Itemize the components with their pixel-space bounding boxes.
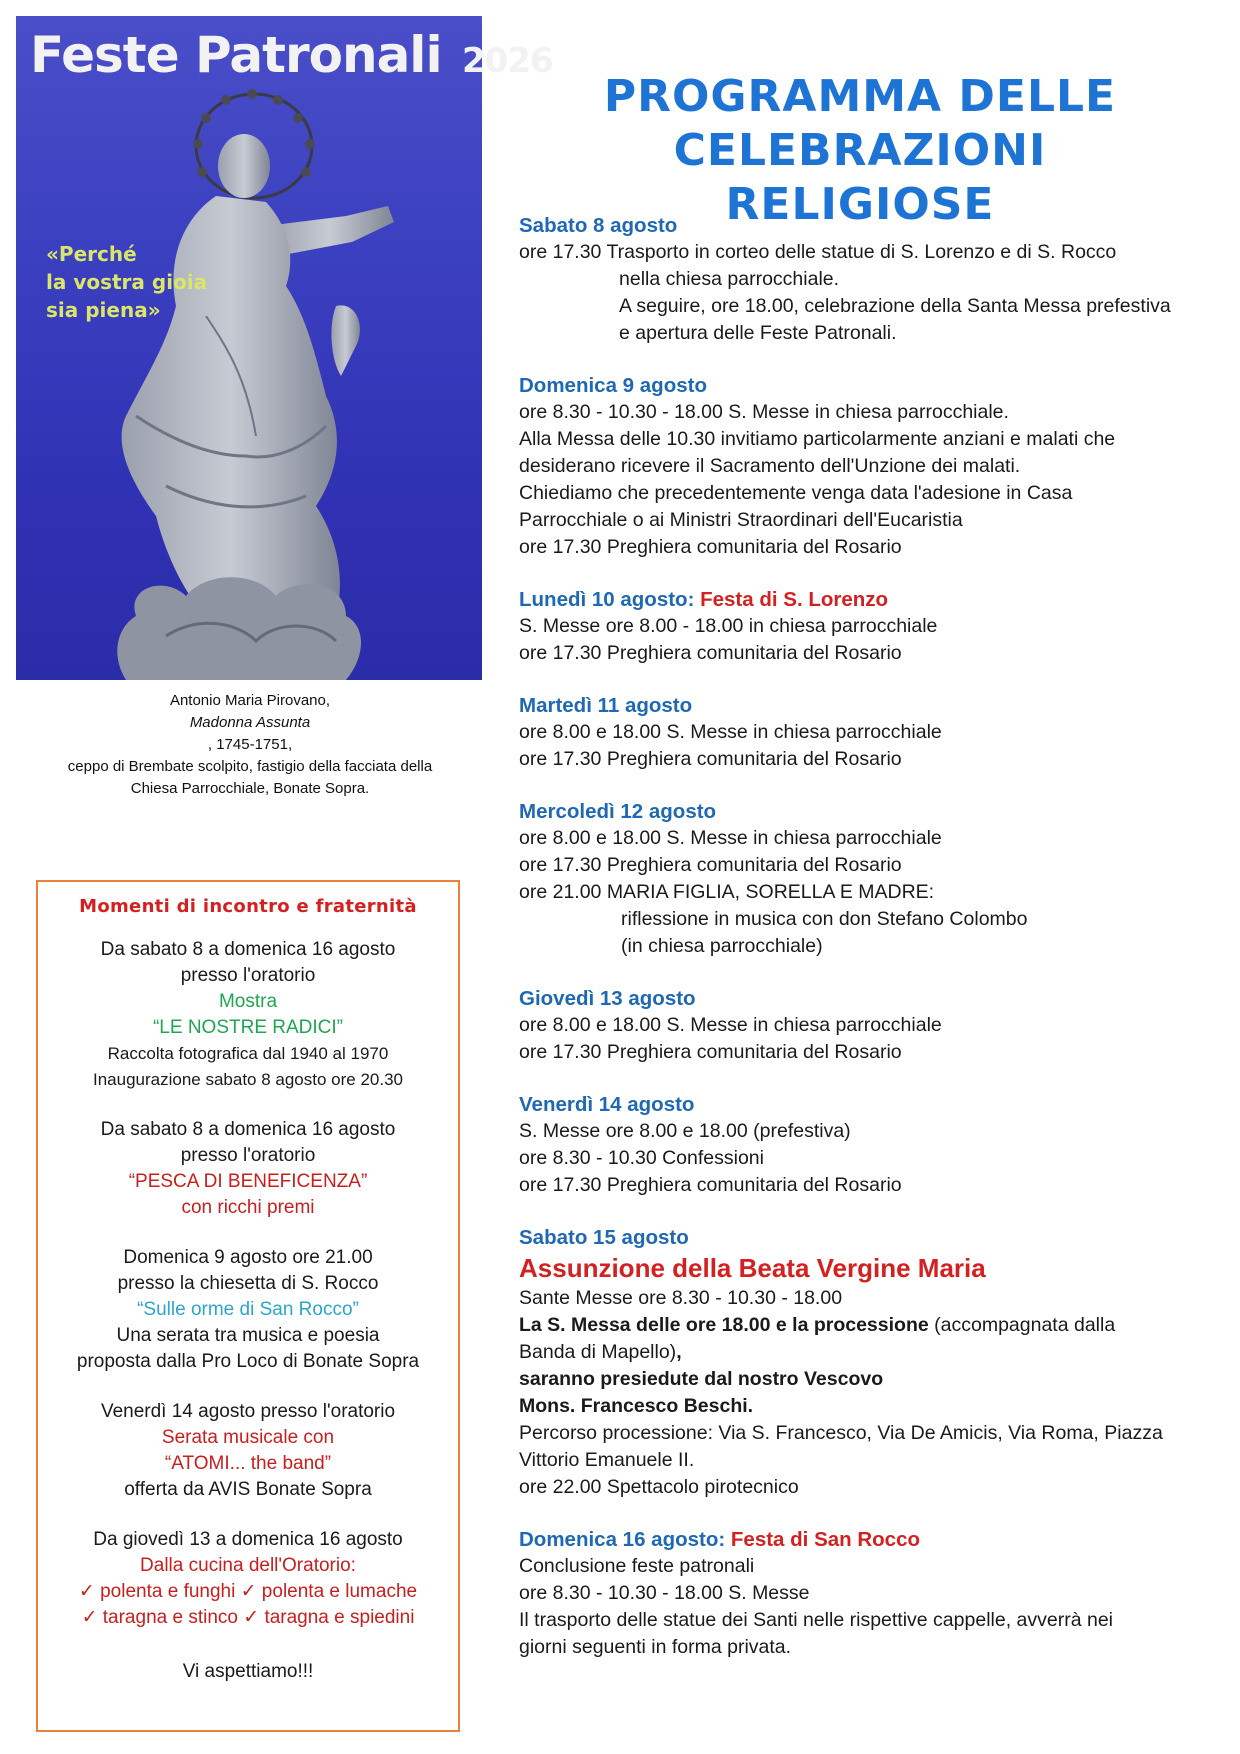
feast-name: Festa di San Rocco — [730, 1528, 921, 1551]
day-heading: Mercoledì 12 agosto — [519, 800, 717, 823]
day-section: Mercoledì 12 agosto ore 8.00 e 18.00 S. Messe in chiesa parrocchiale ore 17.30 Preghiera comunitaria del Rosario ore 21.00 MARIA FIGLIA, SORELLA E MADRE: riflessione in musica con don Stefano Colombo (in chiesa parrocchiale) — [519, 798, 1219, 960]
statue-illustration — [16, 16, 482, 680]
event-san-rocco-evening: Domenica 9 agosto ore 21.00 presso la chiesetta di S. Rocco “Sulle orme di San Rocco” Una serata tra musica e poesia proposta dalla Pro Loco di Bonate Sopra — [76, 1247, 420, 1372]
day-heading: Lunedì 10 agosto: Festa di S. Lorenzo — [519, 588, 889, 611]
day-heading: Giovedì 13 agosto — [519, 987, 696, 1010]
day-heading: Venerdì 14 agosto — [519, 1093, 695, 1116]
poster-title: Feste Patronali 2026 — [30, 26, 553, 84]
fraternity-title: Momenti di incontro e fraternità — [79, 896, 417, 917]
program-title: PROGRAMMA DELLE CELEBRAZIONI RELIGIOSE — [603, 71, 1117, 230]
feast-name: Assunzione della Beata Vergine Maria — [519, 1253, 986, 1283]
event-kitchen: Da giovedì 13 a domenica 16 agosto Dalla cucina dell'Oratorio: ✓ polenta e funghi ✓ polenta e lumache ✓ taragna e stinco ✓ taragna e spiedini — [38, 1527, 458, 1631]
day-heading: Domenica 16 agosto: Festa di San Rocco — [519, 1528, 921, 1551]
day-section: Domenica 16 agosto: Festa di San Rocco Conclusione feste patronali ore 8.30 - 10.30 - 18.00 S. Messe Il trasporto delle statue dei Santi nelle rispettive cappelle, avverrà nei giorni seguenti in forma privata. — [519, 1526, 1219, 1661]
day-section: Domenica 9 agosto ore 8.30 - 10.30 - 18.00 S. Messe in chiesa parrocchiale. Alla Messa delle 10.30 invitiamo particolarmente anziani e malati che desiderano ricevere il Sacramento dell'Unzione dei malati. Chiediamo che precedentemente venga data l'adesione in Casa Parrocchiale o ai Ministri Straordinari dell'Eucaristia ore 17.30 Preghiera comunitaria del Rosario — [519, 372, 1219, 561]
poster-year: 2026 — [462, 41, 553, 81]
day-section: Lunedì 10 agosto: Festa di S. Lorenzo S. Messe ore 8.00 - 18.00 in chiesa parrocchiale ore 17.30 Preghiera comunitaria del Rosario — [519, 586, 1219, 667]
day-section: Martedì 11 agosto ore 8.00 e 18.00 S. Messe in chiesa parrocchiale ore 17.30 Preghiera comunitaria del Rosario — [519, 692, 1219, 773]
poster-quote: «Perché la vostra gioia sia piena» — [46, 242, 208, 322]
closing-note: Vi aspettiamo!!! — [182, 1661, 314, 1682]
fraternity-box — [36, 880, 460, 1732]
day-heading: Domenica 9 agosto — [519, 374, 707, 397]
day-heading: Sabato 15 agosto — [519, 1226, 689, 1249]
day-section: Venerdì 14 agosto S. Messe ore 8.00 e 18.00 (prefestiva) ore 8.30 - 10.30 Confessioni ore 17.30 Preghiera comunitaria del Rosario — [519, 1091, 1219, 1199]
day-section: Sabato 15 agosto Assunzione della Beata Vergine Maria Sante Messe ore 8.30 - 10.30 - 18.00 La S. Messa delle ore 18.00 e la processione (accompagnata dalla Banda di Mapello), saranno presiedute dal nostro Vescovo Mons. Francesco Beschi. Percorso processione: Via S. Francesco, Via De Amicis, Via Roma, Piazza Vittorio Emanuele II. ore 22.00 Spettacolo pirotecnico — [519, 1224, 1219, 1501]
day-section: Giovedì 13 agosto ore 8.00 e 18.00 S. Messe in chiesa parrocchiale ore 17.30 Preghiera comunitaria del Rosario — [519, 985, 1219, 1066]
day-heading: Sabato 8 agosto — [519, 214, 678, 237]
image-caption: Antonio Maria Pirovano, Madonna Assunta , 1745-1751, ceppo di Brembate scolpito, fastigio della facciata della Chiesa Parrocchiale, Bonate Sopra. — [67, 692, 433, 797]
day-section: Sabato 8 agosto ore 17.30 Trasporto in corteo delle statue di S. Lorenzo e di S. Rocco nella chiesa parrocchiale. A seguire, ore 18.00, celebrazione della Santa Messa prefestiva e apertura delle Feste Patronali. — [519, 212, 1219, 347]
menu-line: ✓ taragna e stinco ✓ taragna e spiedini — [81, 1607, 415, 1628]
feast-name: Festa di S. Lorenzo — [700, 588, 889, 611]
event-charity-fishing: Da sabato 8 a domenica 16 agosto presso l'oratorio “PESCA DI BENEFICENZA” con ricchi premi — [100, 1119, 396, 1218]
program-schedule — [519, 212, 1219, 1686]
menu-line: ✓ polenta e funghi ✓ polenta e lumache — [78, 1581, 418, 1602]
poster-image — [16, 16, 553, 680]
day-heading: Martedì 11 agosto — [519, 694, 693, 717]
event-exhibition: Da sabato 8 a domenica 16 agosto presso l'oratorio Mostra “LE NOSTRE RADICI” Raccolta fotografica dal 1940 al 1970 Inaugurazione sabato 8 agosto ore 20.30 — [92, 939, 404, 1089]
event-music-night: Venerdì 14 agosto presso l'oratorio Serata musicale con “ATOMI... the band” offerta da AVIS Bonate Sopra — [100, 1401, 396, 1500]
